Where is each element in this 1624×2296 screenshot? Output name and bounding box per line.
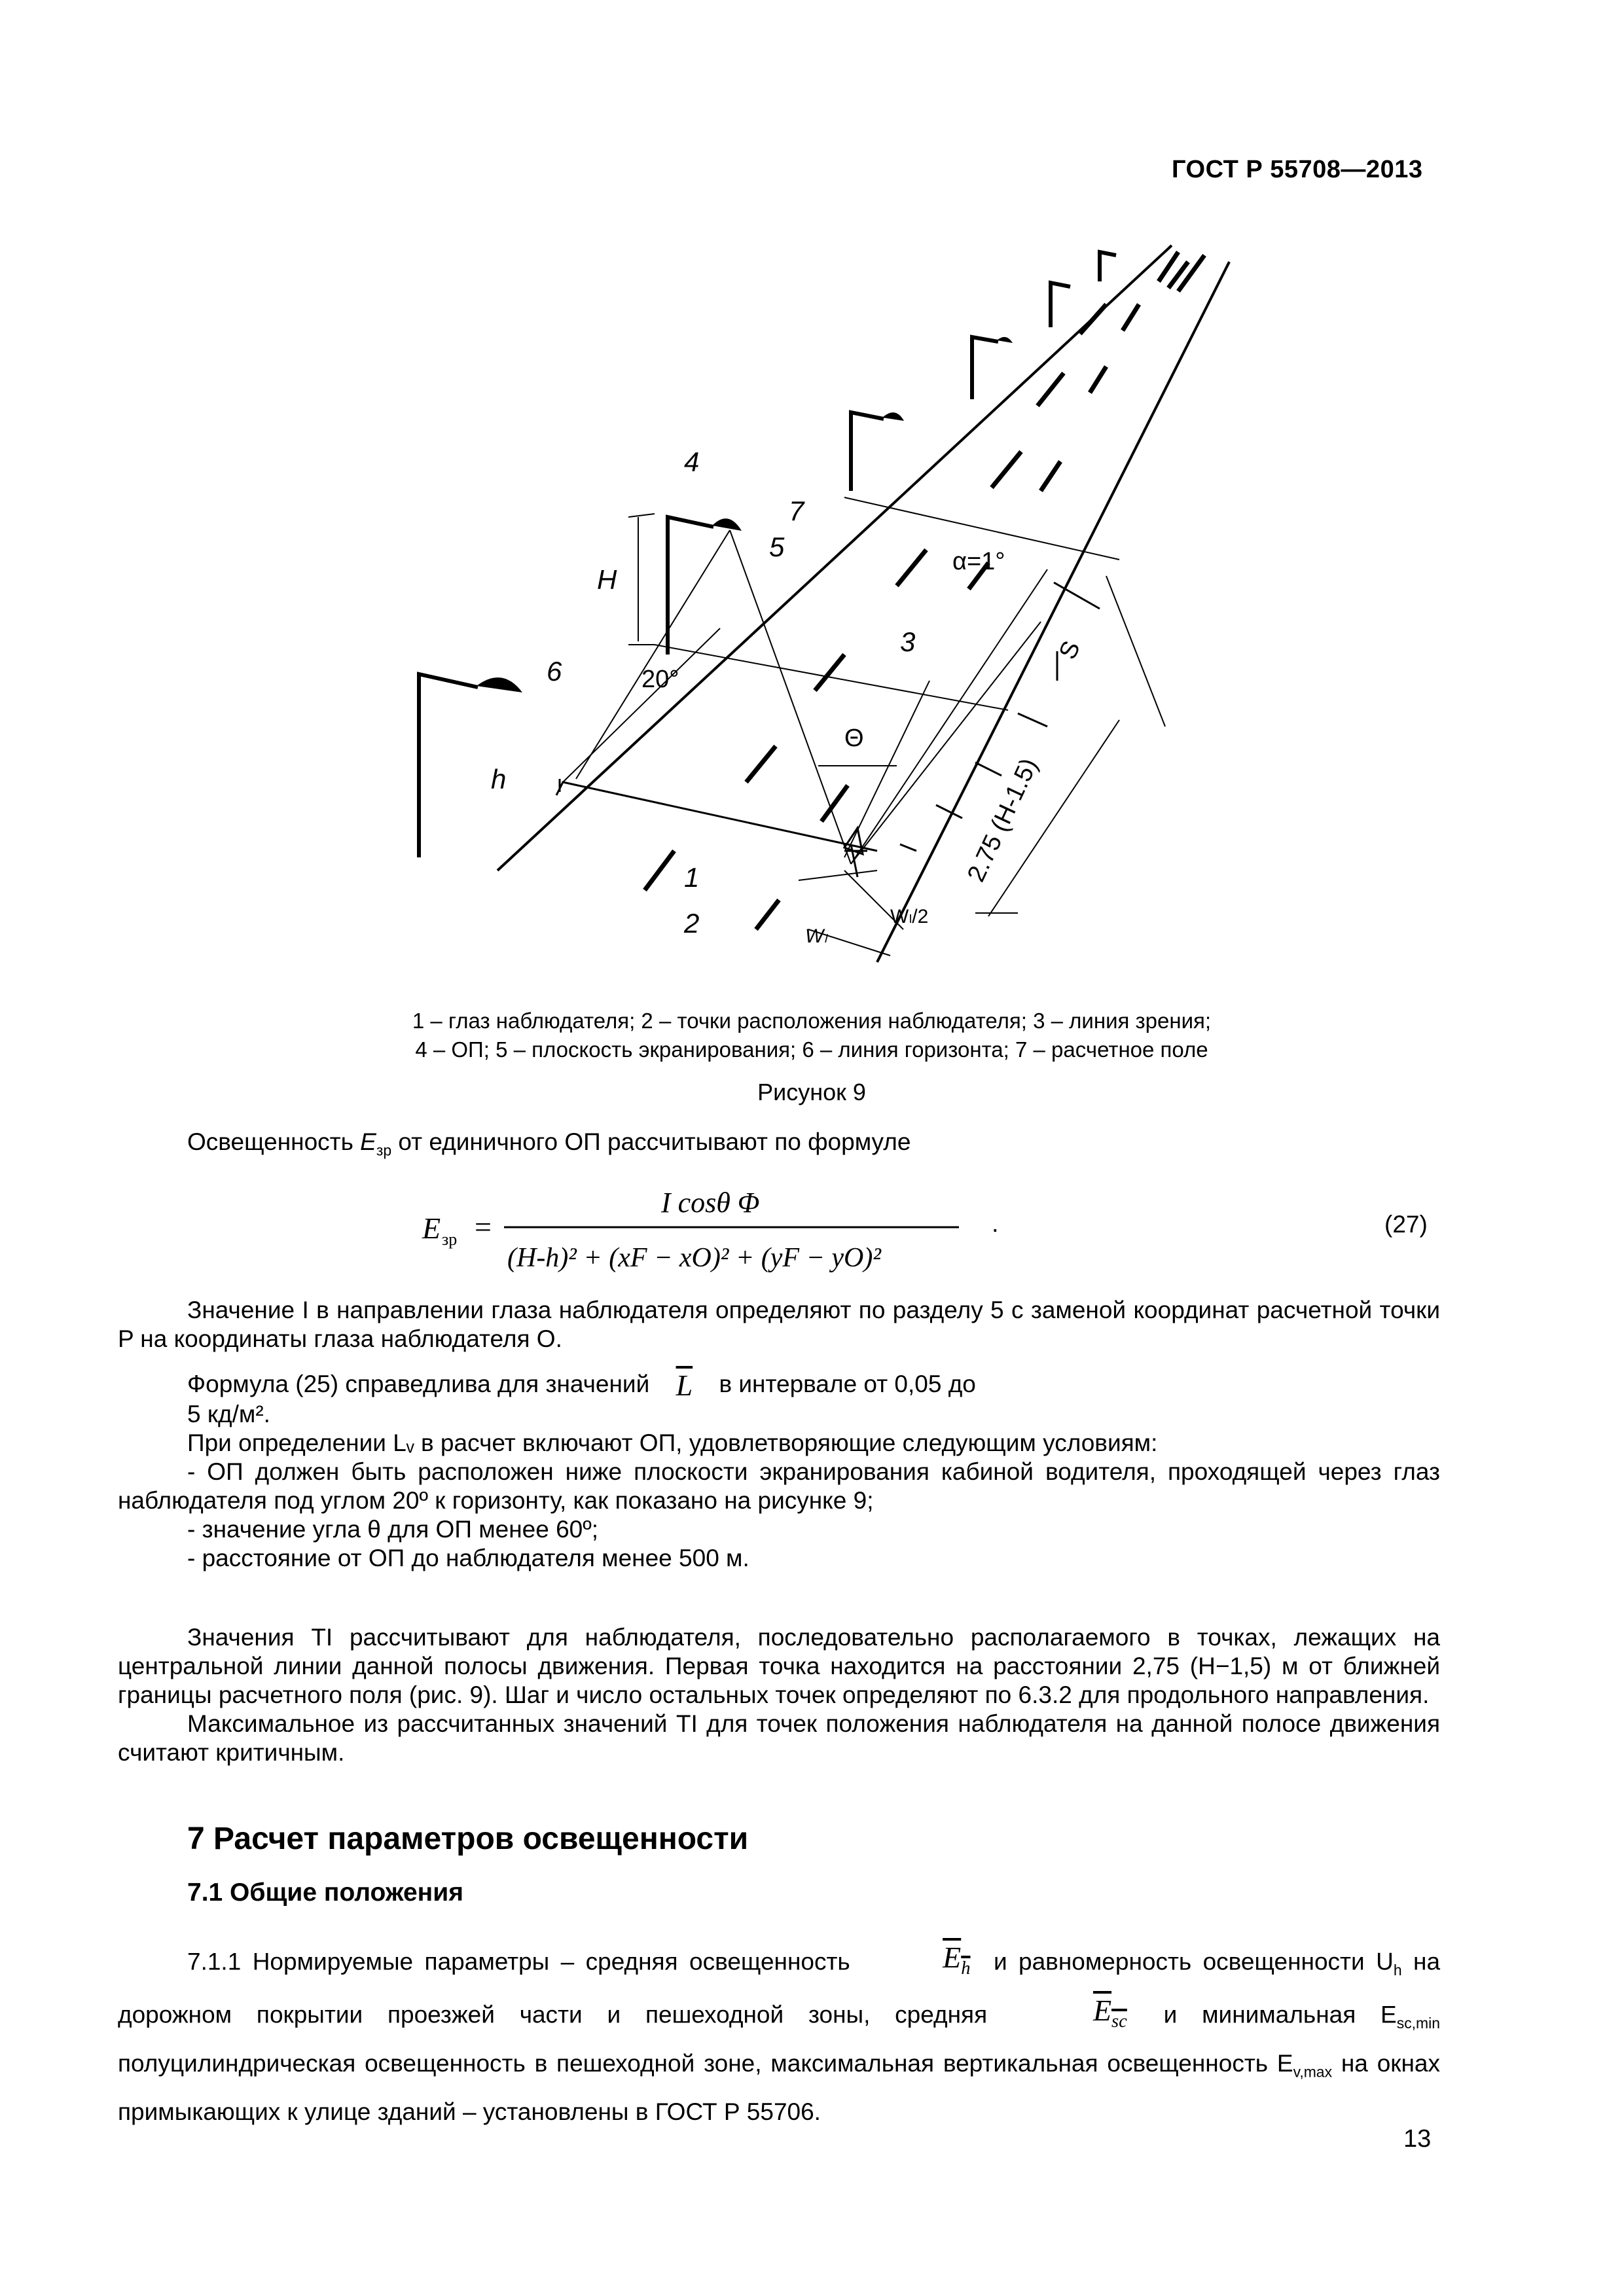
light-poles: [419, 252, 1116, 857]
label-1: 1: [684, 862, 700, 893]
label-dist: 2.75 (H-1.5): [962, 754, 1043, 886]
formula-lhs: E: [422, 1211, 441, 1245]
label-wl: Wₗ: [805, 925, 827, 947]
eh-bar-symbol: $E_h$: [943, 1941, 971, 1979]
l-bar-symbol: $\overline{L}$: [676, 1369, 693, 1403]
formula-intro: Освещенность $E_{зр}$ от единичного ОП рассчитывают по формуле: [187, 1128, 911, 1159]
lane-markings: [645, 252, 1204, 929]
formula-number: (27): [1384, 1211, 1428, 1238]
label-h: h: [491, 764, 507, 795]
figure-legend-line-1: 1 – глаз наблюдателя; 2 – точки расположения наблюдателя; 3 – линия зрения;: [412, 1009, 1212, 1033]
paragraph-711: 7.1.1 Нормируемые параметры – средняя освещенность $E_h$ и равномерность освещенности $U_h$ на дорожном покрытии проезжей части и пешеходной зоны, средняя $E_{sc}$ и минимальная $E_{sc,min}$ полуцилиндрическая освещенность в пешеходной зоне, максимальная вертикальная освещенность $E_{v,max}$ на окнах примыкающих к улице зданий – установлены в ГОСТ Р 55706.: [118, 1937, 1440, 2132]
label-4: 4: [684, 446, 700, 477]
document-header: ГОСТ Р 55708—2013: [1172, 156, 1423, 183]
page-number: 13: [1403, 2125, 1432, 2153]
label-wl2: Wₗ/2: [890, 906, 929, 927]
paragraph-ti: Значения TI рассчитывают для наблюдателя, последовательно располагаемого в точках, лежащих на центральной линии данной полосы движения. Первая точка находится на расстоянии 2,75 (H−1,5) м от ближней границы расчетного поля (рис. 9). Шаг и число остальных точек определяют по 6.3.2 для продольного направления. Максимальное из рассчитанных значений TI для точек положения наблюдателя на данной полосе движения считают критичным.: [118, 1624, 1440, 1766]
svg-text:.: .: [992, 1210, 999, 1238]
label-2: 2: [684, 908, 700, 939]
road-right-edge: [877, 262, 1229, 962]
formula-lhs-sub: зр: [442, 1230, 458, 1249]
subsection-title: 7.1 Общие положения: [187, 1878, 463, 1907]
esc-bar-symbol: $E_{sc}$: [1092, 1993, 1127, 2032]
label-s: S: [1054, 637, 1086, 664]
figure-caption: Рисунок 9: [757, 1079, 866, 1105]
paragraph-1: Значение I в направлении глаза наблюдателя определяют по разделу 5 с заменой координат расчетной точки P на координаты глаза наблюдателя O.: [118, 1297, 1440, 1352]
label-3: 3: [900, 626, 916, 657]
figure-9-diagram: [393, 229, 1244, 982]
label-5: 5: [769, 531, 785, 562]
road-near-edge: [556, 782, 877, 851]
formula-27: [409, 1178, 1024, 1276]
label-theta: Θ: [844, 725, 864, 752]
label-20deg: 20°: [641, 666, 679, 693]
label-H: H: [597, 564, 617, 595]
section-title: 7 Расчет параметров освещенности: [187, 1821, 749, 1856]
formula-denominator: (H-h)² + (xF − xO)² + (yF − yO)²: [507, 1243, 881, 1273]
label-alpha: α=1°: [952, 548, 1005, 575]
label-7: 7: [789, 495, 804, 526]
road-left-edge: [497, 245, 1172, 870]
paragraph-2: Формула (25) справедлива для значений $\overline{L}$ в интервале от 0,05 до 5 кд/м². При определении Lᵥ в расчет включают ОП, удовлетворяющие следующим условиям: - ОП должен быть расположен ниже плоскости экранирования кабиной водителя, проходящей через глаз наблюдателя под углом 20º к горизонту, как показано на рисунке 9; - значение угла θ для ОП менее 60º; - расстояние от ОП до наблюдателя менее 500 м.: [118, 1369, 1440, 1572]
figure-legend-line-2: 4 – ОП; 5 – плоскость экранирования; 6 – линия горизонта; 7 – расчетное поле: [415, 1037, 1208, 1062]
formula-numerator: I cosθ Φ: [661, 1187, 760, 1219]
label-6: 6: [547, 656, 562, 687]
svg-text:=: =: [475, 1210, 492, 1244]
